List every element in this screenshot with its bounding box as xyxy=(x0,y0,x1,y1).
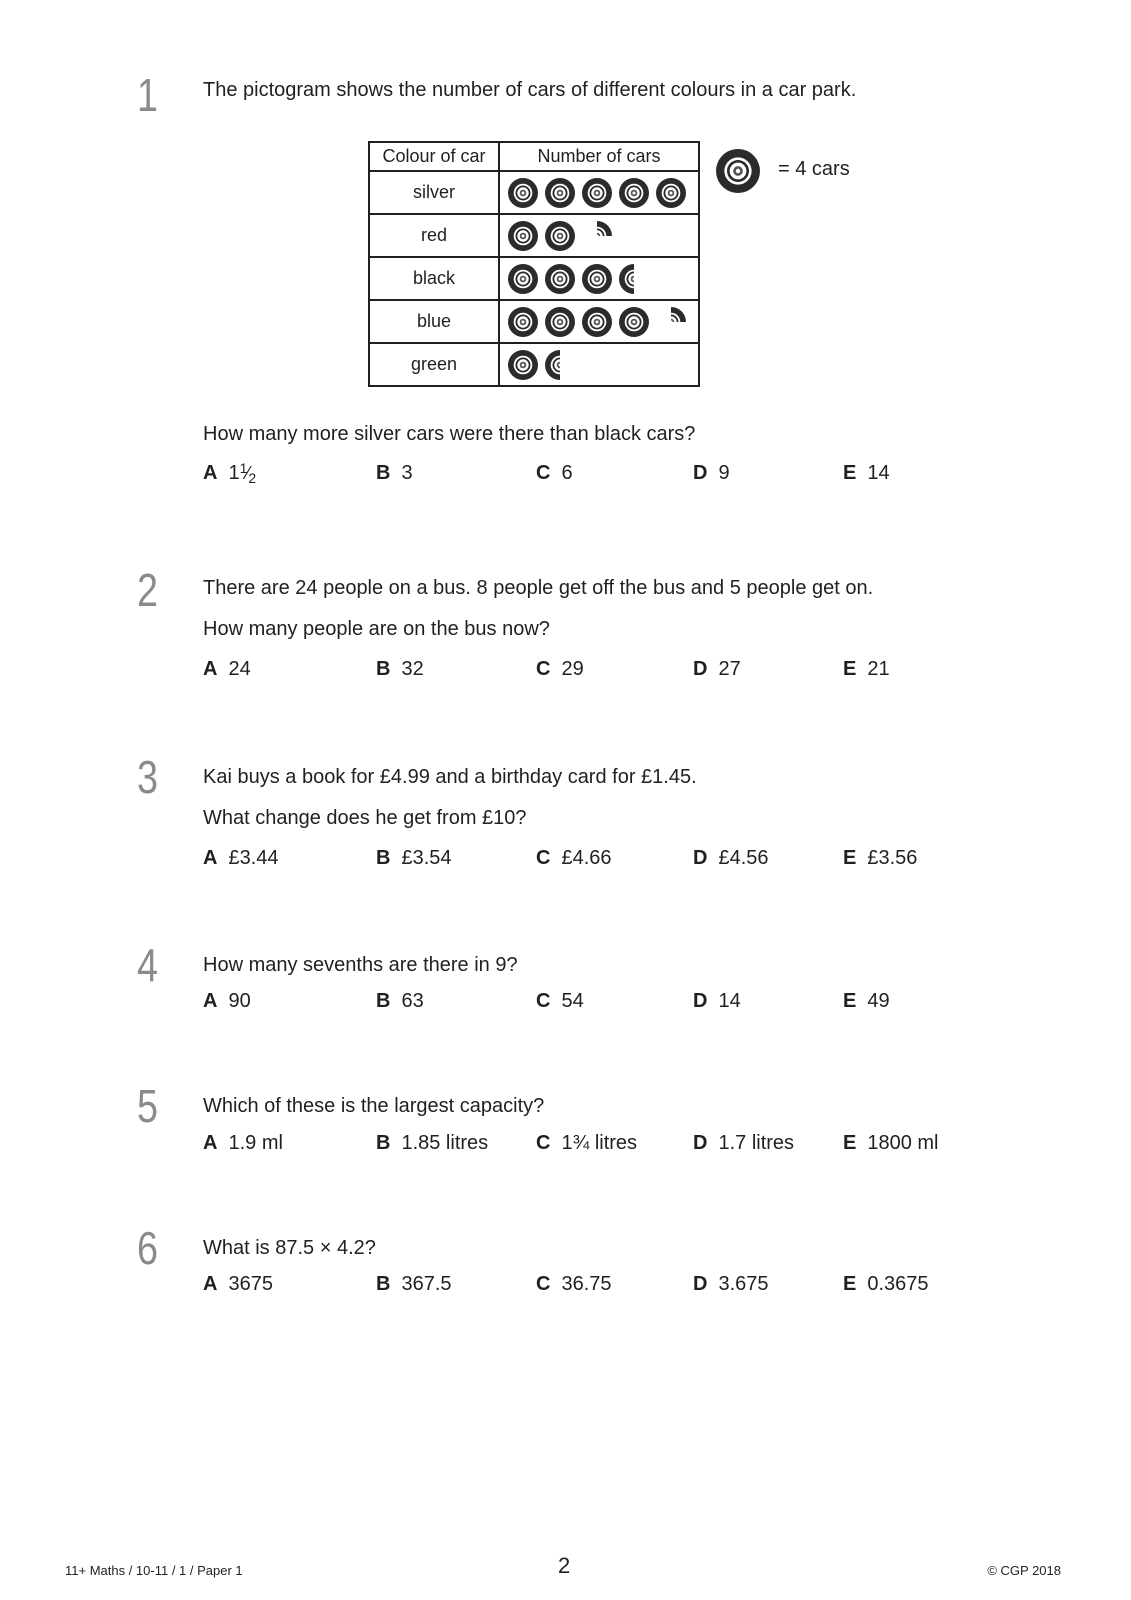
option-letter: D xyxy=(693,462,708,484)
wheel-icon xyxy=(545,264,575,294)
option-value: 3.675 xyxy=(718,1273,769,1295)
option-value: 1800 ml xyxy=(867,1132,939,1154)
wheel-icon xyxy=(714,147,762,195)
colour-cell: black xyxy=(369,257,499,300)
option-letter: C xyxy=(536,658,551,680)
answer-option-e[interactable] xyxy=(843,846,917,870)
option-letter: A xyxy=(203,658,218,680)
colour-cell: silver xyxy=(369,171,499,214)
answer-option-d[interactable] xyxy=(693,1131,794,1155)
wheel-icon xyxy=(508,350,538,380)
symbols-cell xyxy=(499,300,699,343)
table-header-row xyxy=(369,142,699,171)
answer-option-c[interactable] xyxy=(536,1272,612,1296)
answer-option-d[interactable] xyxy=(693,461,730,485)
answer-option-a[interactable] xyxy=(203,1272,273,1296)
option-value: 63 xyxy=(401,990,424,1012)
question-text: There are 24 people on a bus. 8 people get off the bus and 5 people get on. xyxy=(203,577,874,599)
option-value: 3 xyxy=(401,462,413,484)
footer-paper-info: 11+ Maths / 10-11 / 1 / Paper 1 xyxy=(65,1563,243,1578)
option-value: 1¾ litres xyxy=(561,1132,638,1154)
question-text: Kai buys a book for £4.99 and a birthday card for £1.45. xyxy=(203,766,697,788)
answer-options xyxy=(203,461,1003,489)
symbols-cell xyxy=(499,214,699,257)
colour-cell: blue xyxy=(369,300,499,343)
option-value: 9 xyxy=(718,462,730,484)
answer-option-e[interactable] xyxy=(843,1131,939,1155)
option-value: 32 xyxy=(401,658,424,680)
option-value: 21 xyxy=(867,658,890,680)
wheel-icon xyxy=(582,178,612,208)
table-row xyxy=(369,257,699,300)
wheel-icon xyxy=(619,307,649,337)
option-letter: D xyxy=(693,1132,708,1154)
answer-options xyxy=(203,989,1003,1017)
wheel-symbols xyxy=(506,304,696,340)
answer-option-b[interactable] xyxy=(376,657,424,681)
answer-option-a[interactable] xyxy=(203,989,251,1013)
option-letter: C xyxy=(536,847,551,869)
wheel-symbols xyxy=(506,261,696,297)
wheel-icon xyxy=(582,221,612,251)
wheel-icon xyxy=(508,178,538,208)
option-value: 1.7 litres xyxy=(718,1132,795,1154)
option-letter: C xyxy=(536,1273,551,1295)
wheel-icon xyxy=(582,307,612,337)
answer-option-c[interactable] xyxy=(536,657,584,681)
table-row xyxy=(369,214,699,257)
wheel-icon xyxy=(716,149,760,193)
question-text: How many sevenths are there in 9? xyxy=(203,954,518,976)
option-value: 24 xyxy=(228,658,251,680)
option-letter: E xyxy=(843,990,857,1012)
answer-option-b[interactable] xyxy=(376,989,424,1013)
question-text: The pictogram shows the number of cars of different colours in a car park. xyxy=(203,79,857,101)
table-header: Number of cars xyxy=(499,142,699,171)
answer-option-b[interactable] xyxy=(376,846,452,870)
table-row xyxy=(369,300,699,343)
answer-option-d[interactable] xyxy=(693,989,741,1013)
answer-option-e[interactable] xyxy=(843,989,890,1013)
option-letter: B xyxy=(376,1132,391,1154)
option-letter: E xyxy=(843,847,857,869)
option-letter: D xyxy=(693,847,708,869)
option-letter: D xyxy=(693,658,708,680)
option-letter: A xyxy=(203,1273,218,1295)
fraction-numerator: 1 xyxy=(239,460,248,476)
wheel-icon xyxy=(545,307,575,337)
option-value: £3.54 xyxy=(401,847,452,869)
colour-cell: red xyxy=(369,214,499,257)
question-text: How many people are on the bus now? xyxy=(203,618,550,640)
answer-option-d[interactable] xyxy=(693,1272,769,1296)
answer-option-d[interactable] xyxy=(693,657,741,681)
option-value: 90 xyxy=(228,990,251,1012)
option-letter: B xyxy=(376,990,391,1012)
option-value: 6 xyxy=(561,462,573,484)
answer-option-a[interactable] xyxy=(203,461,256,485)
answer-option-e[interactable] xyxy=(843,657,890,681)
wheel-icon xyxy=(656,307,686,337)
answer-options xyxy=(203,846,1003,874)
option-value: £4.56 xyxy=(718,847,769,869)
wheel-icon xyxy=(508,221,538,251)
option-letter: B xyxy=(376,462,391,484)
pictogram-key-label: = 4 cars xyxy=(778,158,850,180)
option-value: 367.5 xyxy=(401,1273,452,1295)
pictogram-table xyxy=(368,141,700,387)
option-letter: E xyxy=(843,1273,857,1295)
question-text: What is 87.5 × 4.2? xyxy=(203,1237,376,1259)
option-value xyxy=(228,462,256,484)
option-value: 1.85 litres xyxy=(401,1132,489,1154)
question-number: 2 xyxy=(137,564,158,616)
option-letter: C xyxy=(536,990,551,1012)
symbols-cell xyxy=(499,171,699,214)
question-number: 4 xyxy=(137,939,158,991)
wheel-icon xyxy=(545,178,575,208)
footer-copyright: © CGP 2018 xyxy=(987,1563,1061,1578)
answer-option-d[interactable] xyxy=(693,846,769,870)
table-row xyxy=(369,343,699,386)
question-text: How many more silver cars were there than black cars? xyxy=(203,423,696,445)
answer-option-c[interactable] xyxy=(536,846,612,870)
option-letter: B xyxy=(376,1273,391,1295)
wheel-icon xyxy=(545,221,575,251)
question-text: What change does he get from £10? xyxy=(203,807,527,829)
option-value: 14 xyxy=(718,990,741,1012)
answer-options xyxy=(203,1272,1003,1300)
option-letter: A xyxy=(203,847,218,869)
option-letter: D xyxy=(693,1273,708,1295)
option-value: £3.44 xyxy=(228,847,279,869)
table-row xyxy=(369,171,699,214)
option-value: 14 xyxy=(867,462,890,484)
option-letter: E xyxy=(843,1132,857,1154)
wheel-icon xyxy=(508,264,538,294)
answer-options xyxy=(203,657,1003,685)
colour-cell: green xyxy=(369,343,499,386)
answer-option-a[interactable] xyxy=(203,657,251,681)
option-letter: A xyxy=(203,990,218,1012)
option-value: 36.75 xyxy=(561,1273,612,1295)
option-letter: E xyxy=(843,658,857,680)
wheel-icon xyxy=(508,307,538,337)
answer-option-b[interactable] xyxy=(376,1272,452,1296)
answer-option-c[interactable] xyxy=(536,989,584,1013)
answer-option-e[interactable] xyxy=(843,1272,929,1296)
wheel-symbols xyxy=(506,347,696,383)
fraction-whole: 1 xyxy=(228,462,240,484)
page-number: 2 xyxy=(558,1553,571,1578)
question-number: 5 xyxy=(137,1080,158,1132)
symbols-cell xyxy=(499,257,699,300)
wheel-icon xyxy=(656,178,686,208)
option-letter: A xyxy=(203,462,218,484)
fraction: 1⁄2 xyxy=(239,460,257,486)
option-value: £4.66 xyxy=(561,847,612,869)
option-value: £3.56 xyxy=(867,847,918,869)
option-value: 3675 xyxy=(228,1273,273,1295)
symbols-cell xyxy=(499,343,699,386)
option-letter: A xyxy=(203,1132,218,1154)
option-letter: C xyxy=(536,1132,551,1154)
wheel-icon xyxy=(619,264,649,294)
answer-option-c[interactable] xyxy=(536,461,573,485)
fraction-denominator: 2 xyxy=(248,470,257,486)
option-value: 1.9 ml xyxy=(228,1132,283,1154)
option-letter: B xyxy=(376,658,391,680)
answer-option-b[interactable] xyxy=(376,461,413,485)
answer-option-a[interactable] xyxy=(203,846,279,870)
answer-option-c[interactable] xyxy=(536,1131,637,1155)
wheel-symbols xyxy=(506,218,696,254)
option-value: 54 xyxy=(561,990,584,1012)
question-number: 3 xyxy=(137,751,158,803)
option-letter: C xyxy=(536,462,551,484)
question-text: Which of these is the largest capacity? xyxy=(203,1095,545,1117)
answer-option-e[interactable] xyxy=(843,461,890,485)
table-header: Colour of car xyxy=(369,142,499,171)
answer-option-a[interactable] xyxy=(203,1131,283,1155)
option-letter: B xyxy=(376,847,391,869)
answer-option-b[interactable] xyxy=(376,1131,488,1155)
question-number: 6 xyxy=(137,1222,158,1274)
option-letter: D xyxy=(693,990,708,1012)
answer-options xyxy=(203,1131,1003,1159)
wheel-symbols xyxy=(506,175,696,211)
wheel-icon xyxy=(545,350,575,380)
option-value: 29 xyxy=(561,658,584,680)
option-value: 49 xyxy=(867,990,890,1012)
wheel-icon xyxy=(582,264,612,294)
question-number: 1 xyxy=(137,69,158,121)
wheel-icon xyxy=(619,178,649,208)
option-value: 27 xyxy=(718,658,741,680)
option-letter: E xyxy=(843,462,857,484)
option-value: 0.3675 xyxy=(867,1273,929,1295)
